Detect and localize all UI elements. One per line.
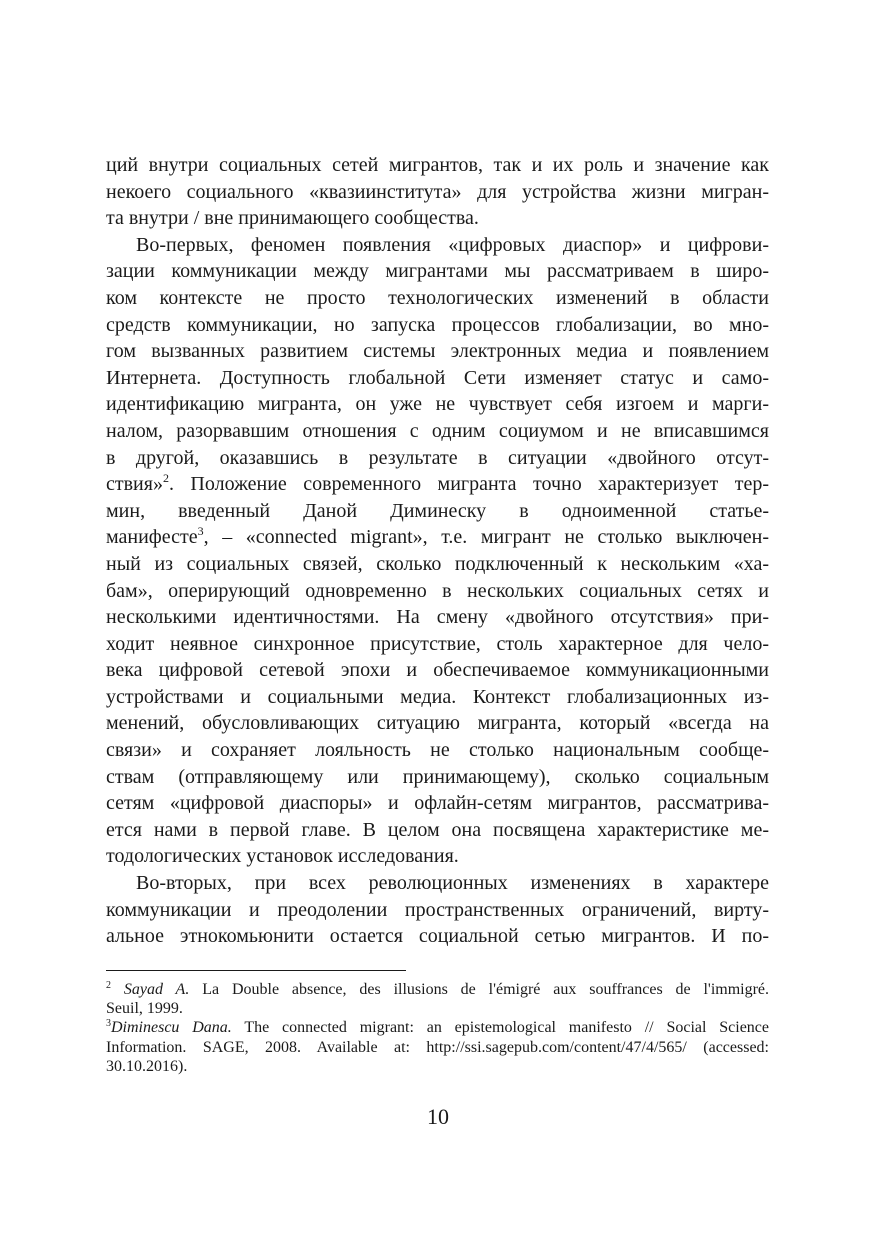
footnote-divider <box>106 970 406 971</box>
text-line: средств коммуникации, но запуска процессов глобализации, во мно- <box>106 313 769 336</box>
text-fragment: . Положение современного мигранта точно характеризует тер- <box>168 473 769 496</box>
text-line: альное этнокомьюнити остается социальной сетью мигрантов. И по- <box>106 925 769 948</box>
text-line: ходит неявное синхронное присутствие, столь характерное для чело- <box>106 632 769 655</box>
text-line: сетям «цифровой диаспоры» и офлайн-сетям мигрантов, рассматрива- <box>106 792 769 815</box>
text-line: та внутри / вне принимающего сообщества. <box>106 207 479 230</box>
footnote-text: La Double absence, des illusions de l'émigré aux souffrances de l'immigré. <box>202 981 770 998</box>
text-line: Во-первых, феномен появления «цифровых диаспор» и цифрови- <box>136 233 769 256</box>
text-line: мин, введенный Даной Диминеску в одноименной статье- <box>106 499 769 522</box>
text-fragment: манифесте <box>106 526 198 549</box>
text-line: налом, разорвавшим отношения с одним социумом и не вписавшимся <box>106 419 769 442</box>
text-line: ком контексте не просто технологических изменений в области <box>106 286 769 309</box>
text-line: ций внутри социальных сетей мигрантов, так и их роль и значение как <box>106 154 769 176</box>
body-text <box>106 152 769 950</box>
text-line: века цифровой сетевой эпохи и обеспечиваемое коммуникационными <box>106 659 769 682</box>
text-line: Во-вторых, при всех революционных изменениях в характере <box>136 872 769 895</box>
text-line: коммуникации и преодолении пространственных ограничений, вирту- <box>106 898 769 921</box>
text-line: ется нами в первой главе. В целом она посвящена характеристике ме- <box>106 818 769 841</box>
text-line: Интернета. Доступность глобальной Сети изменяет статус и само- <box>106 366 769 389</box>
paragraph-continuation <box>106 152 769 232</box>
text-line: зации коммуникации между мигрантами мы рассматриваем в широ- <box>106 260 769 283</box>
paragraph-first <box>106 232 769 870</box>
page-number: 10 <box>427 1104 449 1129</box>
text-line: ствам (отправляющему или принимающему), сколько социальным <box>106 765 769 788</box>
text-line: связи» и сохраняет лояльность не столько национальным сообще- <box>106 739 769 762</box>
footnote-number: 2 <box>106 980 111 991</box>
text-line: ный из социальных связей, сколько подключенный к нескольким «ха- <box>106 552 769 575</box>
footnote-text: The connected migrant: an epistemological manifesto // Social Science <box>244 1019 770 1037</box>
footnote-line: Information. SAGE, 2008. Available at: http://ssi.sagepub.com/content/47/4/565/ (accessed: <box>106 1038 769 1056</box>
text-line: некоего социального «квазиинститута» для устройства жизни мигран- <box>106 180 769 203</box>
text-line: бам», оперирующий одновременно в нескольких социальных сетях и <box>106 579 769 602</box>
text-line: тодологических установок исследования. <box>106 845 459 868</box>
footnote-3 <box>106 1018 769 1076</box>
footnote-ref-2[interactable]: 2 <box>162 471 169 486</box>
text-line <box>106 471 769 498</box>
footnote-author: Diminescu Dana. <box>111 1019 232 1037</box>
text-line: устройствами и социальными медиа. Контекст глобализационных из- <box>106 685 769 708</box>
footnotes <box>106 980 769 1076</box>
text-fragment: ствия» <box>106 473 163 496</box>
text-fragment: , – «connected migrant», т.е. мигрант не столько выключен- <box>203 526 769 549</box>
footnote-line: Seuil, 1999. <box>106 1000 183 1018</box>
footnote-2 <box>106 980 769 1018</box>
footnote-ref-3[interactable]: 3 <box>197 524 204 539</box>
footnote-line <box>106 980 769 999</box>
text-line <box>106 524 769 551</box>
footnote-author: Sayad A. <box>123 981 190 998</box>
text-line: идентификацию мигранта, он уже не чувствует себя изгоем и марги- <box>106 393 769 416</box>
text-line: гом вызванных развитием системы электронных медиа и появлением <box>106 340 769 363</box>
text-line: несколькими идентичностями. На смену «двойного отсутствия» при- <box>106 606 769 629</box>
paragraph-second <box>106 870 769 950</box>
footnote-number: 3 <box>106 1018 111 1030</box>
text-line: в другой, оказавшись в результате в ситуации «двойного отсут- <box>106 446 769 469</box>
footnote-line: 30.10.2016). <box>106 1057 188 1075</box>
text-line: менений, обусловливающих ситуацию мигранта, который «всегда на <box>106 712 769 735</box>
footnote-line <box>106 1018 769 1037</box>
